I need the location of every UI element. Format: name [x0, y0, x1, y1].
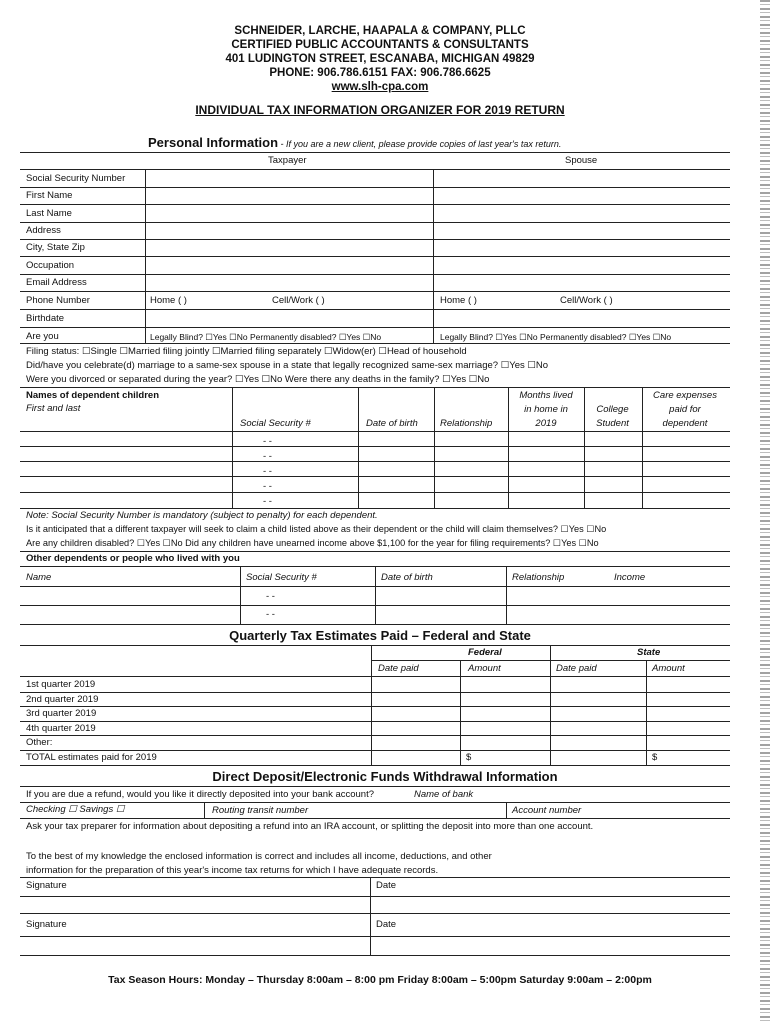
- taxpayer-home-phone[interactable]: Home ( ): [150, 295, 187, 306]
- taxpayer-cell-phone[interactable]: Cell/Work ( ): [272, 295, 325, 306]
- other-ssn-dashes-2[interactable]: - -: [266, 609, 275, 620]
- dep-col-first-last: First and last: [26, 403, 81, 414]
- label-first-name: First Name: [26, 190, 73, 201]
- label-city-state-zip: City, State Zip: [26, 242, 85, 253]
- other-col-name: Name: [26, 572, 52, 583]
- other-ssn-dashes-1[interactable]: - -: [266, 591, 275, 602]
- bank-name-label: Name of bank: [414, 789, 474, 800]
- personal-note: - If you are a new client, please provide copies of last year's tax return.: [278, 139, 562, 149]
- other-col-ssn: Social Security #: [246, 572, 317, 583]
- state-header: State: [637, 647, 661, 658]
- document-title: INDIVIDUAL TAX INFORMATION ORGANIZER FOR 2019 RETURN: [195, 103, 565, 117]
- certify-line-1: To the best of my knowledge the enclosed information is correct and includes all income, deductions, and other: [26, 851, 492, 862]
- date-label-1: Date: [376, 880, 397, 891]
- dep-ssn-dashes-2[interactable]: - -: [263, 451, 272, 462]
- other-col-relationship: Relationship: [512, 572, 565, 583]
- dep-col-care-1: Care expenses: [653, 390, 717, 401]
- q1-label: 1st quarter 2019: [26, 679, 96, 690]
- other-estimates-label: Other:: [26, 737, 53, 748]
- spouse-cell-phone[interactable]: Cell/Work ( ): [560, 295, 613, 306]
- q4-label: 4th quarter 2019: [26, 723, 96, 734]
- taxpayer-blind-disabled-checkboxes[interactable]: Legally Blind? ☐Yes ☐No Permanently disabled? ☐Yes ☐No: [150, 332, 382, 342]
- personal-heading: Personal Information - If you are a new client, please provide copies of last year's tax return.: [148, 135, 562, 150]
- firm-tagline: CERTIFIED PUBLIC ACCOUNTANTS & CONSULTANTS: [231, 39, 529, 51]
- dep-col-care-2: paid for: [669, 404, 701, 415]
- dependents-ssn-note: Note: Social Security Number is mandatory (subject to penalty) for each dependent.: [26, 510, 378, 521]
- tax-season-hours: Tax Season Hours: Monday – Thursday 8:00am – 8:00 pm Friday 8:00am – 5:00pm Saturday 9:00am – 2:00pm: [108, 974, 652, 986]
- dep-col-months-1: Months lived: [519, 390, 573, 401]
- label-occupation: Occupation: [26, 260, 75, 271]
- divorced-deaths-question[interactable]: Were you divorced or separated during the year? ☐Yes ☐No Were there any deaths in the family? ☐Yes ☐No: [26, 374, 490, 385]
- label-phone: Phone Number: [26, 295, 90, 306]
- spouse-home-phone[interactable]: Home ( ): [440, 295, 477, 306]
- signature-label-2: Signature: [26, 919, 67, 930]
- dep-col-months-3: 2019: [535, 418, 557, 429]
- dep-ssn-dashes-3[interactable]: - -: [263, 466, 272, 477]
- label-are-you: Are you: [26, 331, 59, 342]
- date-label-2: Date: [376, 919, 397, 930]
- direct-deposit-heading: Direct Deposit/Electronic Funds Withdrawal Information: [212, 769, 558, 784]
- firm-phone: PHONE: 906.786.6151 FAX: 906.786.6625: [269, 67, 491, 79]
- other-col-dob: Date of birth: [381, 572, 433, 583]
- state-date-paid: Date paid: [556, 663, 597, 674]
- refund-question: If you are due a refund, would you like it directly deposited into your bank account?: [26, 789, 375, 800]
- col-spouse: Spouse: [565, 155, 598, 166]
- dep-col-relationship: Relationship: [440, 418, 493, 429]
- spouse-blind-disabled-checkboxes[interactable]: Legally Blind? ☐Yes ☐No Permanently disabled? ☐Yes ☐No: [440, 332, 672, 342]
- dep-col-dob: Date of birth: [366, 418, 418, 429]
- firm-address: 401 LUDINGTON STREET, ESCANABA, MICHIGAN 49829: [225, 53, 535, 65]
- federal-amount: Amount: [468, 663, 501, 674]
- dep-col-college-2: Student: [596, 418, 629, 429]
- federal-total-dollar: $: [466, 752, 472, 763]
- federal-header: Federal: [468, 647, 502, 658]
- col-taxpayer: Taxpayer: [268, 155, 307, 166]
- q2-label: 2nd quarter 2019: [26, 694, 99, 705]
- dep-col-care-3: dependent: [662, 418, 708, 429]
- other-dependents-heading: Other dependents or people who lived with you: [26, 553, 240, 564]
- federal-date-paid: Date paid: [378, 663, 419, 674]
- filing-status-checkboxes[interactable]: Filing status: ☐Single ☐Married filing jointly ☐Married filing separately ☐Widow(er) ☐Head of household: [26, 346, 467, 357]
- signature-label-1: Signature: [26, 880, 67, 891]
- firm-website[interactable]: www.slh-cpa.com: [331, 81, 429, 93]
- dep-col-ssn: Social Security #: [240, 418, 311, 429]
- account-number-label: Account number: [512, 805, 582, 816]
- routing-number-label: Routing transit number: [212, 805, 309, 816]
- label-email: Email Address: [26, 277, 87, 288]
- scan-edge: [760, 0, 770, 1024]
- label-ssn: Social Security Number: [26, 173, 126, 184]
- same-sex-question[interactable]: Did/have you celebrate(d) marriage to a same-sex spouse in a state that legally recognized same-sex marriage? ☐Yes ☐No: [26, 360, 549, 371]
- checking-savings-checkboxes[interactable]: Checking ☐ Savings ☐: [26, 804, 125, 815]
- quarterly-heading: Quarterly Tax Estimates Paid – Federal and State: [229, 628, 531, 643]
- label-address: Address: [26, 225, 61, 236]
- certify-line-2: information for the preparation of this year's income tax returns for which I have adequate records.: [26, 865, 439, 876]
- children-disabled-question[interactable]: Are any children disabled? ☐Yes ☐No Did any children have unearned income above $1,100 for the year for filing requirements? ☐Yes ☐No: [26, 538, 599, 548]
- ira-note: Ask your tax preparer for information about depositing a refund into an IRA account, or splitting the deposit into more than one account.: [26, 821, 594, 832]
- state-total-dollar: $: [652, 752, 658, 763]
- dep-ssn-dashes-5[interactable]: - -: [263, 496, 272, 507]
- q3-label: 3rd quarter 2019: [26, 708, 97, 719]
- dep-ssn-dashes-1[interactable]: - -: [263, 436, 272, 447]
- label-last-name: Last Name: [26, 208, 72, 219]
- dep-col-months-2: in home in: [524, 404, 568, 415]
- label-birthdate: Birthdate: [26, 313, 65, 324]
- state-amount: Amount: [652, 663, 685, 674]
- total-estimates-label: TOTAL estimates paid for 2019: [26, 752, 157, 763]
- dependent-claim-question[interactable]: Is it anticipated that a different taxpayer will seek to claim a child listed above as their dependent or the child will claim themselves? ☐Yes ☐No: [26, 524, 607, 534]
- other-col-income: Income: [614, 572, 646, 583]
- dep-ssn-dashes-4[interactable]: - -: [263, 481, 272, 492]
- dependents-heading: Names of dependent children: [26, 390, 160, 401]
- dep-col-college-1: College: [596, 404, 629, 415]
- firm-name: SCHNEIDER, LARCHE, HAAPALA & COMPANY, PLLC: [234, 25, 526, 37]
